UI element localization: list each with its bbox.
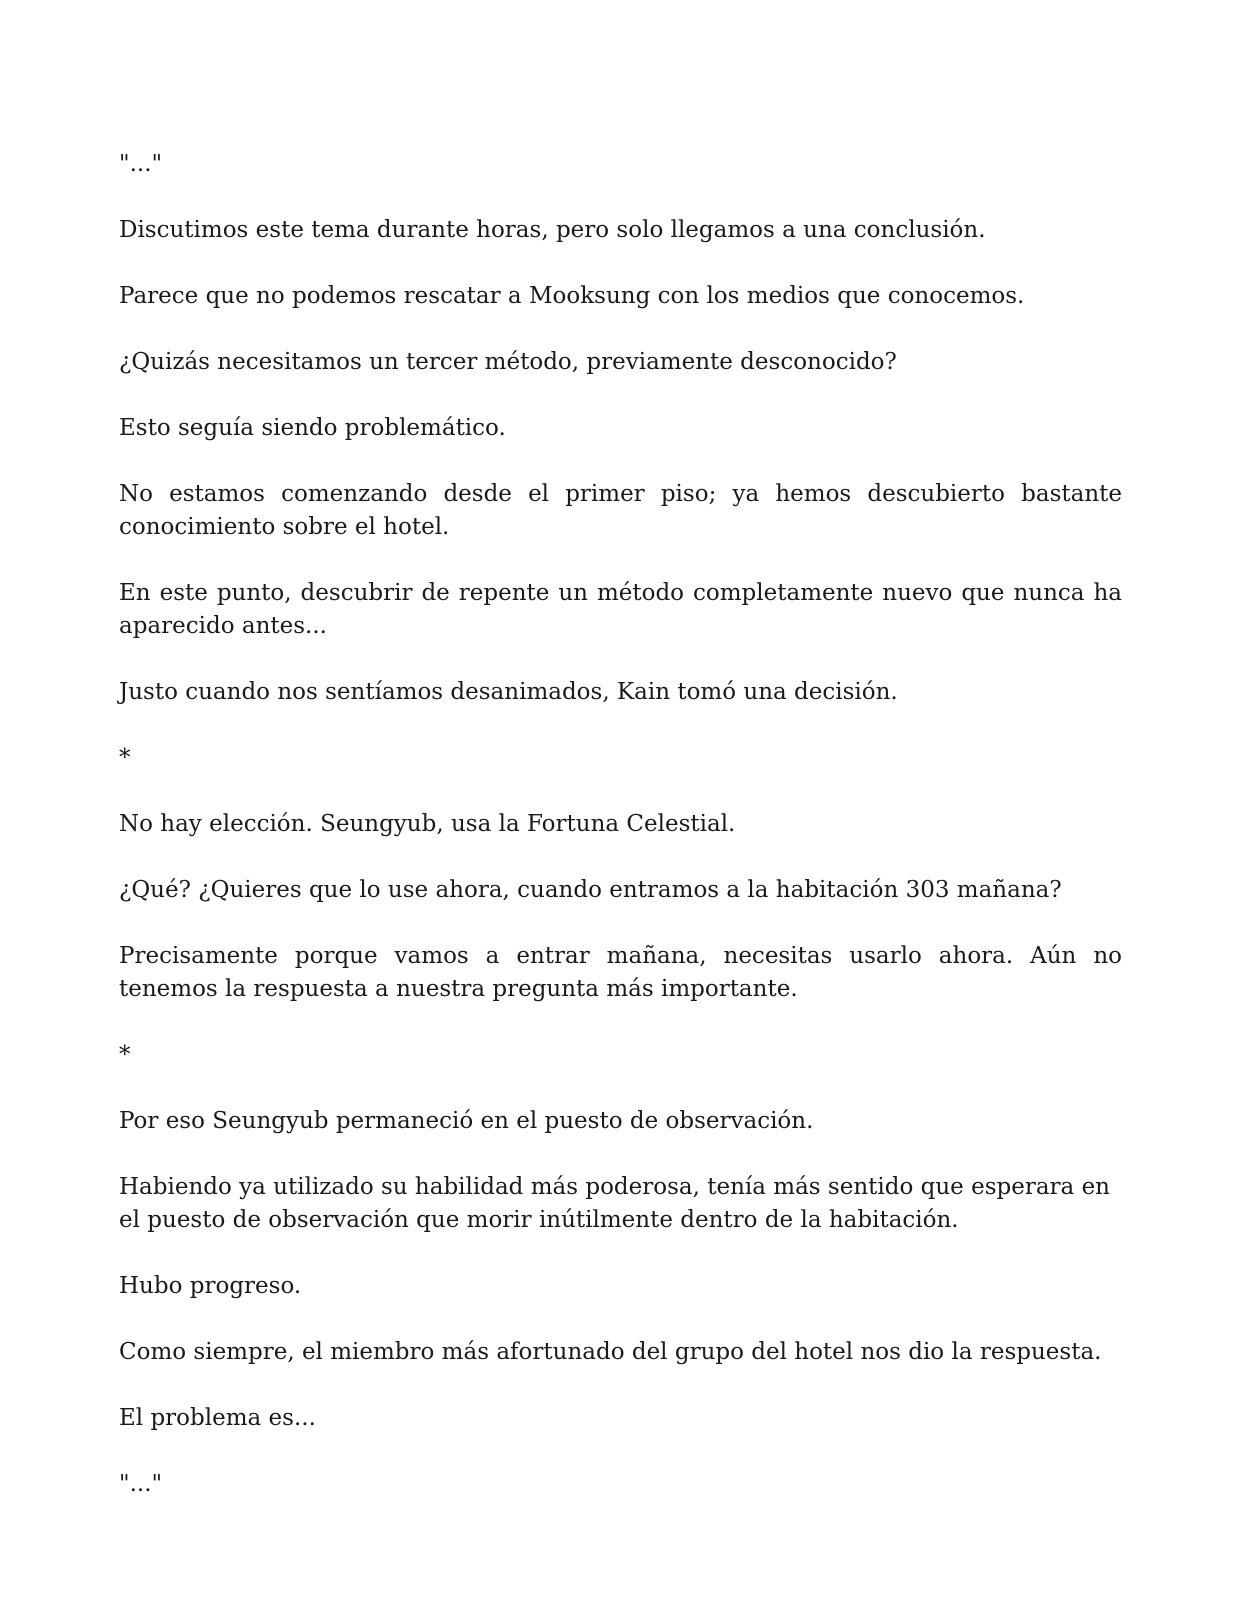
paragraph: Discutimos este tema durante horas, pero solo llegamos a una conclusión.: [119, 217, 986, 243]
paragraph: El problema es...: [119, 1405, 316, 1431]
paragraph: Esto seguía siendo problemático.: [119, 415, 506, 441]
paragraph: Precisamente porque vamos a entrar mañana, necesitas usarlo ahora. Aún no tenemos la respuesta a nuestra pregunta más importante.: [119, 943, 1122, 1002]
scene-separator: *: [119, 1042, 131, 1068]
paragraph: Como siempre, el miembro más afortunado del grupo del hotel nos dio la respuesta.: [119, 1339, 1102, 1365]
paragraph: En este punto, descubrir de repente un método completamente nuevo que nunca ha aparecido antes...: [119, 580, 1122, 639]
paragraph: Habiendo ya utilizado su habilidad más poderosa, tenía más sentido que esperara en el puesto de observación que morir inútilmente dentro de la habitación.: [119, 1174, 1110, 1233]
paragraph: ¿Quizás necesitamos un tercer método, previamente desconocido?: [119, 349, 897, 375]
paragraph: Hubo progreso.: [119, 1273, 302, 1299]
paragraph-ellipsis-quote: "...": [119, 151, 163, 177]
document-body: [119, 148, 1122, 1501]
paragraph: No hay elección. Seungyub, usa la Fortuna Celestial.: [119, 811, 736, 837]
paragraph: Justo cuando nos sentíamos desanimados, Kain tomó una decisión.: [119, 679, 898, 705]
paragraph: No estamos comenzando desde el primer piso; ya hemos descubierto bastante conocimiento sobre el hotel.: [119, 481, 1122, 540]
paragraph: Por eso Seungyub permaneció en el puesto de observación.: [119, 1108, 814, 1134]
paragraph-ellipsis-quote: "...": [119, 1471, 163, 1497]
paragraph: Parece que no podemos rescatar a Mooksung con los medios que conocemos.: [119, 283, 1025, 309]
scene-separator: *: [119, 745, 131, 771]
paragraph: ¿Qué? ¿Quieres que lo use ahora, cuando entramos a la habitación 303 mañana?: [119, 877, 1062, 903]
